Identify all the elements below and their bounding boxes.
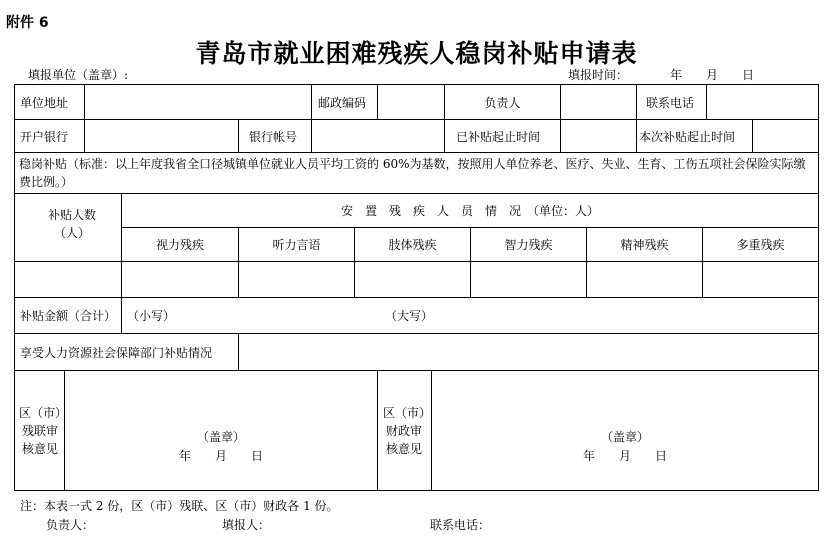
disabled-federation-seal: （盖章） bbox=[196, 429, 245, 444]
bank-field[interactable] bbox=[85, 120, 238, 152]
footer-note: 注：本表一式 2 份，区（市）残联、区（市）财政各 1 份。 bbox=[20, 499, 339, 513]
amount-upper-label: （大写） bbox=[385, 309, 434, 323]
attachment-label: 附件 6 bbox=[6, 15, 49, 31]
mental-count-field[interactable] bbox=[587, 262, 702, 297]
person-in-charge-label: 负责人 bbox=[484, 95, 521, 110]
form-title: 青岛市就业困难残疾人稳岗补贴申请表 bbox=[195, 39, 638, 68]
standard-note: 稳岗补贴（标准：以上年度我省全口径城镇单位就业人员平均工资的 60%为基数，按照用人单位养老、医疗、失业、生育、工伤五项社会保险实际缴费比例。） bbox=[19, 157, 806, 189]
postcode-label: 邮政编码 bbox=[318, 95, 367, 110]
disabled-federation-review-label: 区（市）残联审核意见 bbox=[18, 406, 61, 456]
contact-phone-field[interactable] bbox=[707, 85, 818, 119]
subsidy-count-label: 补贴人数（人） bbox=[47, 208, 96, 240]
footer-contact: 联系电话： bbox=[430, 518, 491, 532]
person-in-charge-field[interactable] bbox=[561, 85, 636, 119]
finance-seal: （盖章） bbox=[600, 429, 649, 444]
current-period-label: 本次补贴起止时间 bbox=[639, 129, 736, 144]
unit-address-field[interactable] bbox=[85, 85, 311, 119]
category-mental: 精神残疾 bbox=[620, 238, 669, 252]
amount-label: 补贴金额（合计） bbox=[20, 309, 117, 323]
hrss-subsidy-field[interactable] bbox=[239, 334, 818, 370]
hearing-count-field[interactable] bbox=[239, 262, 354, 297]
fill-time-date: 年 月 日 bbox=[670, 68, 755, 82]
category-visual: 视力残疾 bbox=[155, 238, 204, 252]
amount-lower-label: （小写） bbox=[127, 309, 176, 323]
intellectual-count-field[interactable] bbox=[471, 262, 586, 297]
category-intellectual: 智力残疾 bbox=[504, 238, 553, 252]
visual-count-field[interactable] bbox=[122, 262, 238, 297]
current-period-field[interactable] bbox=[753, 120, 818, 152]
physical-count-field[interactable] bbox=[355, 262, 470, 297]
footer-filler: 填报人： bbox=[222, 518, 271, 532]
finance-date: 年 月 日 bbox=[582, 448, 667, 463]
unit-address-label: 单位地址 bbox=[20, 95, 69, 110]
bank-label: 开户银行 bbox=[20, 129, 69, 144]
subsidy-count-field[interactable] bbox=[15, 262, 121, 297]
contact-phone-label: 联系电话 bbox=[646, 95, 695, 110]
postcode-field[interactable] bbox=[378, 85, 444, 119]
fill-unit-label: 填报单位（盖章）: bbox=[28, 68, 129, 82]
category-multiple: 多重残疾 bbox=[736, 238, 785, 252]
disabled-federation-date: 年 月 日 bbox=[178, 448, 263, 463]
category-hearing-speech: 听力言语 bbox=[272, 238, 321, 252]
footer-person-in-charge: 负责人： bbox=[46, 518, 95, 532]
account-field[interactable] bbox=[312, 120, 444, 152]
subsidized-period-field[interactable] bbox=[561, 120, 636, 152]
placement-header: 安 置 残 疾 人 员 情 况 （单位：人） bbox=[340, 204, 599, 218]
category-physical: 肢体残疾 bbox=[388, 238, 437, 252]
multiple-count-field[interactable] bbox=[703, 262, 818, 297]
account-label: 银行帐号 bbox=[249, 129, 298, 144]
subsidized-period-label: 已补贴起止时间 bbox=[456, 129, 541, 144]
finance-review-label: 区（市）财政审核意见 bbox=[382, 406, 425, 456]
hrss-subsidy-label: 享受人力资源社会保障部门补贴情况 bbox=[20, 345, 213, 360]
fill-time-label: 填报时间： bbox=[568, 68, 629, 82]
